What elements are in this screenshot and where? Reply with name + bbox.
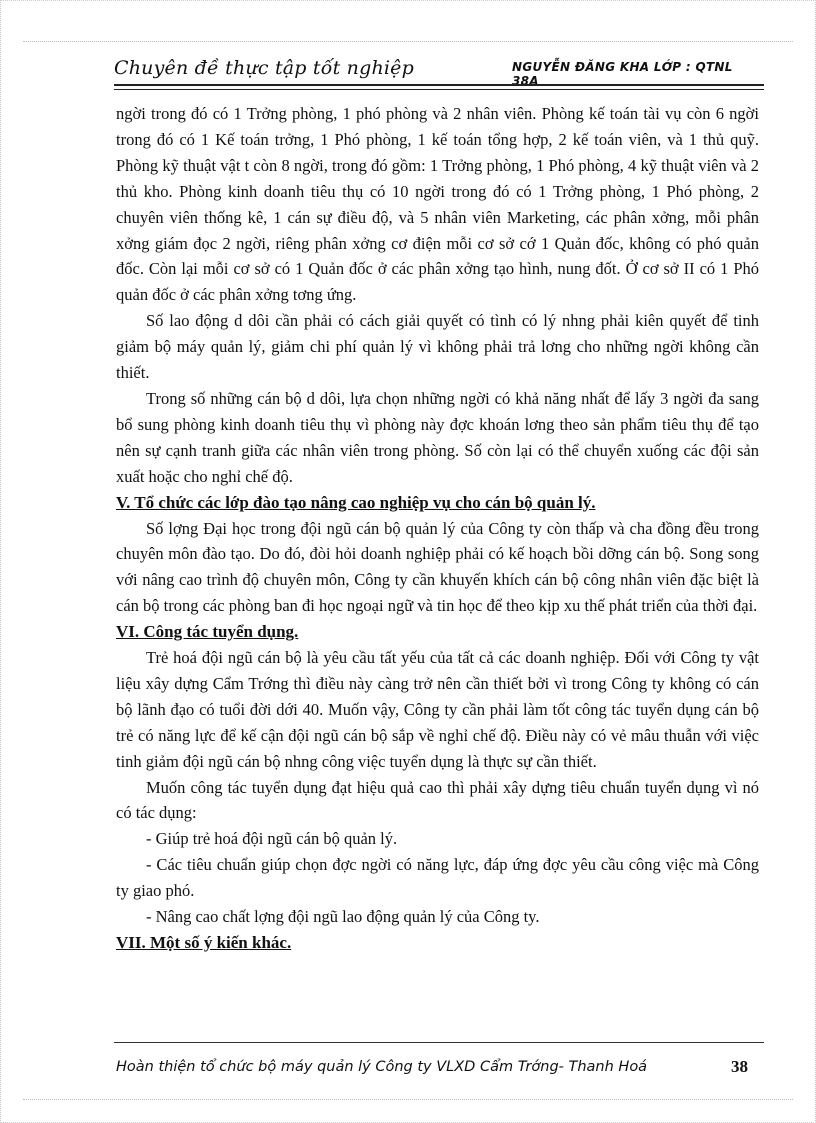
footer-title: Hoàn thiện tổ chức bộ máy quản lý Công ty VLXD Cẩm Trớng- Thanh Hoá [116, 1059, 648, 1075]
page-frame-bottom [23, 1099, 793, 1100]
page-header [114, 57, 764, 88]
section-heading-vi: VI. Công tác tuyển dụng. [116, 622, 299, 642]
section-heading-vii: VII. Một số ý kiến khác. [116, 933, 292, 952]
paragraph: Số lao động d dôi cần phải có cách giải quyết có tình có lý nhng phải kiên quyết để tinh giảm bộ máy quản lý, giảm chi phí quản lý vì không phải trả lơng cho những ngời không cần thiết. [116, 311, 759, 383]
paragraph: Trẻ hoá đội ngũ cán bộ là yêu cầu tất yếu của tất cả các doanh nghiệp. Đối với Công ty vật liệu xây dựng Cẩm Trớng thì điều này càng trở nên cần thiết bởi vì trong Công ty không có cán bộ lãnh đạo có tuổi đời dới 40. Muốn vậy, Công ty cần phải làm tốt công tác tuyển dụng cán bộ trẻ có năng lực để kế cận đội ngũ cán bộ sắp về nghỉ chế độ. Điều này có vẻ mâu thuẫn với việc tinh giảm đội ngũ cán bộ nhng công việc tuyển dụng là thực sự cần thiết. [116, 648, 759, 771]
paragraph: Muốn công tác tuyển dụng đạt hiệu quả cao thì phải xây dựng tiêu chuẩn tuyển dụng vì nó có tác dụng: [116, 777, 759, 823]
header-author: NGUYỄN ĐĂNG KHA LỚP : QTNL 38A [512, 60, 733, 88]
list-item: - Nâng cao chất lợng đội ngũ lao động quản lý của Công ty. [146, 907, 540, 927]
header-title: Chuyên đề thực tập tốt nghiệp [114, 57, 414, 79]
header-rule-thin [114, 89, 764, 90]
section-heading-v: V. Tổ chức các lớp đào tạo nâng cao nghiệp vụ cho cán bộ quản lý. [116, 492, 596, 512]
list-item: - Các tiêu chuẩn giúp chọn đợc ngời có năng lực, đáp ứng đợc yêu cầu công việc mà Công ty giao phó. [116, 855, 759, 901]
document-body [116, 101, 759, 956]
header-rule [114, 84, 764, 86]
paragraph: ngời trong đó có 1 Trởng phòng, 1 phó phòng và 2 nhân viên. Phòng kế toán tài vụ còn 6 ngời trong đó có 1 Kế toán trởng, 1 Phó phòng, 1 kế toán tổng hợp, 2 kế toán viên, và 1 thủ quỹ. Phòng kỹ thuật vật t còn 8 ngời, trong đó gồm: 1 Trởng phòng, 1 Phó phòng, 4 kỹ thuật viên và 2 thủ kho. Phòng kinh doanh tiêu thụ có 10 ngời trong đó có 1 Trởng phòng, 1 Phó phòng, 2 chuyên viên thống kê, 1 cán sự điều độ, và 5 nhân viên Marketing, các phân xởng, mỗi phân xởng giám đọc 2 ngời, riêng phân xởng cơ điện mỗi cơ sở cớ 1 Quản đốc, không có phó quản đốc. Còn lại mỗi cơ sở có 1 Quản đốc ở các phân xởng tạo hình, nung đốt. Ở cơ sở II có 1 Phó quản đốc ở các phân xởng tơng ứng. [116, 104, 759, 305]
footer-rule [114, 1042, 764, 1043]
page-number: 38 [731, 1057, 748, 1076]
list-item: - Giúp trẻ hoá đội ngũ cán bộ quản lý. [146, 829, 398, 849]
paragraph: Số lợng Đại học trong đội ngũ cán bộ quản lý của Công ty còn thấp và cha đồng đều trong chuyên môn đào tạo. Do đó, đòi hỏi doanh nghiệp phải có kế hoạch bồi dỡng cán bộ. Song song với nâng cao trình độ chuyên môn, Công ty cần khuyến khích cán bộ công nhân viên đặc biệt là cán bộ trong các phòng ban đi học ngoại ngữ và tin học để theo kịp xu thế phát triển của thời đại. [116, 518, 759, 616]
paragraph: Trong số những cán bộ d dôi, lựa chọn những ngời có khả năng nhất để lấy 3 ngời đa sang bổ sung phòng kinh doanh tiêu thụ vì phòng này đợc khoán lơng theo sản phẩm tiêu thụ để tạo nên sự cạnh tranh giữa các nhân viên trong phòng. Số còn lại có thể chuyển xuống các đội sản xuất hoặc cho nghỉ chế độ. [116, 388, 759, 486]
page-frame-top [23, 41, 793, 42]
